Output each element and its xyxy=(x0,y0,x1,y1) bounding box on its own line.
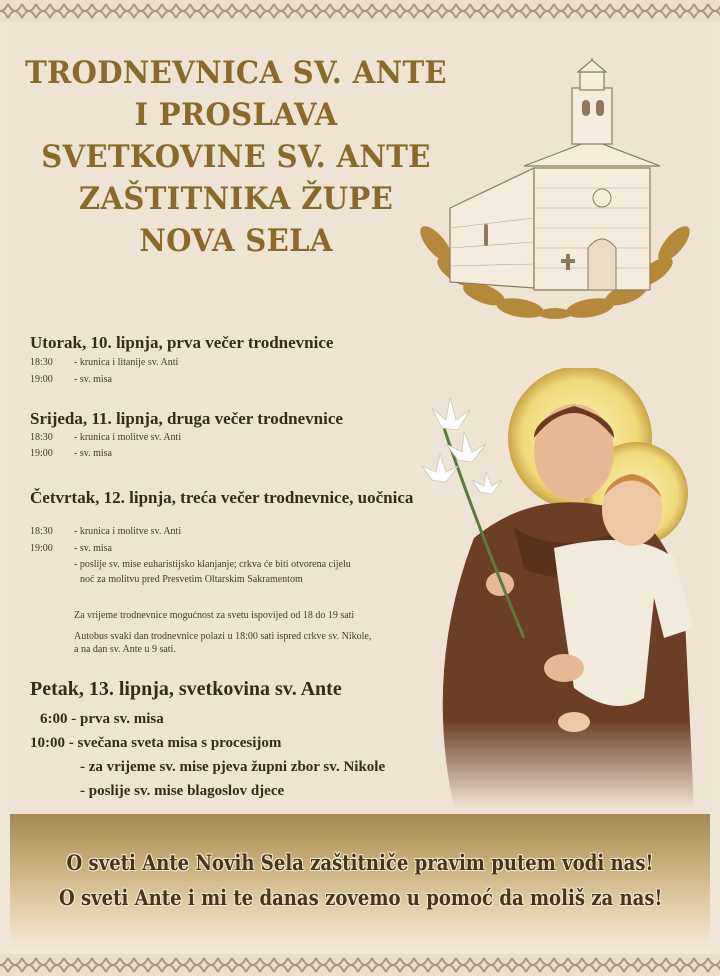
feast-item-2-time: 10:00 xyxy=(30,735,65,751)
day2-item-2 xyxy=(30,448,112,459)
top-ornament-border xyxy=(0,0,720,22)
feast-item-2-text: - svečana sveta misa s procesijom xyxy=(68,735,282,751)
bus-note-line-1: Autobus svaki dan trodnevnice polazi u 18:00 sati ispred crkve sv. Nikole, xyxy=(74,631,372,642)
saint-anthony-image xyxy=(414,368,704,808)
confession-note: Za vrijeme trodnevnice mogućnost za svetu ispovijed od 18 do 19 sati xyxy=(74,610,355,621)
title-line-5: NOVA SELA xyxy=(139,223,333,259)
prayer-band xyxy=(10,814,710,954)
poster-title xyxy=(24,52,449,262)
feast-item-2 xyxy=(30,735,281,752)
feast-heading: Petak, 13. lipnja, svetkovina sv. Ante xyxy=(30,678,342,700)
day3-item-1-text: - krunica i molitve sv. Anti xyxy=(74,526,182,537)
day1-heading: Utorak, 10. lipnja, prva večer trodnevnice xyxy=(30,333,334,352)
feast-item-4: - poslije sv. mise blagoslov djece xyxy=(80,783,285,799)
feast-item-1-text: - prva sv. misa xyxy=(71,711,164,727)
day3-item-4: noć za molitvu pred Presvetim Oltarskim Sakramentom xyxy=(80,574,303,585)
bottom-ornament-border xyxy=(0,954,720,976)
day2-item-1-time: 18:30 xyxy=(30,432,53,443)
title-line-2: I PROSLAVA xyxy=(134,97,338,133)
church-illustration xyxy=(414,58,696,328)
day2-item-2-time: 19:00 xyxy=(30,448,53,459)
day1-item-1-text: - krunica i litanije sv. Anti xyxy=(74,357,179,368)
day3-item-3: - poslije sv. mise euharistijsko klanjanje; crkva će biti otvorena cijelu xyxy=(74,559,351,570)
day3-item-1 xyxy=(30,526,181,537)
day3-item-2-text: - sv. misa xyxy=(74,543,112,554)
day1-item-2-text: - sv. misa xyxy=(74,374,112,385)
day3-heading: Četvrtak, 12. lipnja, treća večer trodnevnice, uočnica xyxy=(30,488,414,507)
day1-item-1 xyxy=(30,357,178,368)
day2-item-2-text: - sv. misa xyxy=(74,448,112,459)
title-line-4: ZAŠTITNIKA ŽUPE xyxy=(78,181,394,217)
day1-item-2 xyxy=(30,374,112,385)
day3-item-2 xyxy=(30,543,112,554)
feast-item-1 xyxy=(40,711,164,728)
day1-item-2-time: 19:00 xyxy=(30,374,53,385)
day2-heading: Srijeda, 11. lipnja, druga večer trodnevnice xyxy=(30,409,343,428)
day2-item-1-text: - krunica i molitve sv. Anti xyxy=(74,432,182,443)
day2-item-1 xyxy=(30,432,181,443)
title-line-3: SVETKOVINE SV. ANTE xyxy=(41,139,431,175)
title-line-1: TRODNEVNICA SV. ANTE xyxy=(25,55,447,91)
day1-item-1-time: 18:30 xyxy=(30,357,53,368)
day3-item-1-time: 18:30 xyxy=(30,526,53,537)
prayer-line-2: O sveti Ante i mi te danas zovemo u pomoć da moliš za nas! xyxy=(59,885,663,910)
feast-item-1-time: 6:00 xyxy=(40,711,68,727)
prayer-line-1: O sveti Ante Novih Sela zaštitniče pravim putem vodi nas! xyxy=(66,850,654,875)
bus-note-line-2: a na dan sv. Ante u 9 sati. xyxy=(74,644,176,655)
day3-item-2-time: 19:00 xyxy=(30,543,53,554)
feast-item-3: - za vrijeme sv. mise pjeva župni zbor sv. Nikole xyxy=(80,759,386,775)
